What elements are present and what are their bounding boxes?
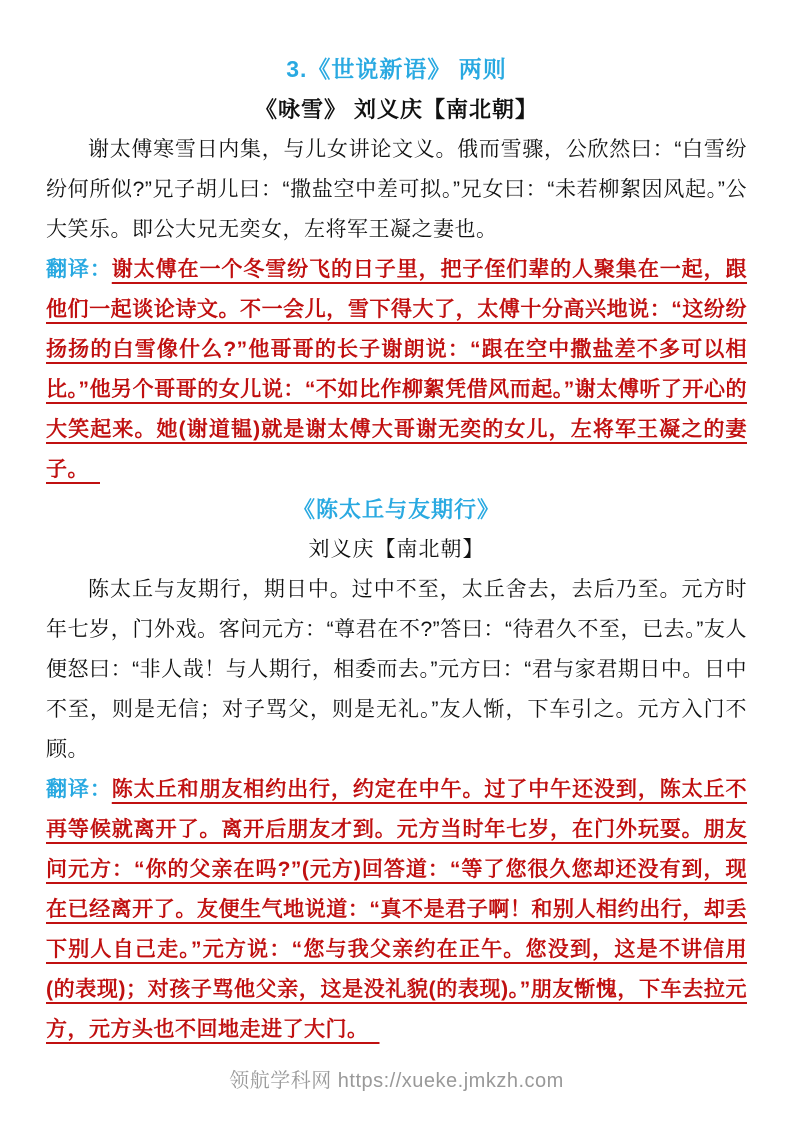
site-watermark: 领航学科网 https://xueke.jmkzh.com xyxy=(229,1070,564,1092)
yongxue-translation-label: 翻译： xyxy=(46,258,112,281)
page-title: 3.《世说新语》 两则 xyxy=(286,56,507,82)
chentaiqiu-original-text: 陈太丘与友期行，期日中。过中不至，太丘舍去，去后乃至。元方时年七岁，门外戏。客问元方：“尊君在不?”答曰：“待君久不至，已去。”友人便怒曰：“非人哉！与人期行，相委而去。”元方曰：“君与家君期日中。日中不至，则是无信；对子骂父，则是无礼。”友人惭，下车引之。元方入门不顾。 xyxy=(46,578,747,761)
chentaiqiu-author: 刘义庆【南北朝】 xyxy=(308,538,485,561)
chentaiqiu-translation-label: 翻译： xyxy=(46,778,112,801)
chentaiqiu-translation-text: 陈太丘和朋友相约出行，约定在中午。过了中午还没到，陈太丘不再等候就离开了。离开后朋友才到。元方当时年七岁，在门外玩耍。朋友问元方：“你的父亲在吗?”(元方)回答道：“等了您很久您却还没有到，现在已经离开了。友便生气地说道：“真不是君子啊！和别人相约出行，却丢下别人自己走。”元方说：“您与我父亲约在正午。您没到，这是不讲信用(的表现)；对孩子骂他父亲，这是没礼貌(的表现)。”朋友惭愧，下车去拉元方，元方头也不回地走进了大门。 xyxy=(46,778,748,1041)
chentaiqiu-translation-paragraph xyxy=(46,770,747,1050)
yongxue-original-text: 谢太傅寒雪日内集，与儿女讲论文义。俄而雪骤，公欣然曰：“白雪纷纷何所似?”兄子胡儿曰：“撒盐空中差可拟。”兄女曰：“未若柳絮因风起。”公大笑乐。即公大兄无奕女，左将军王凝之妻也。 xyxy=(46,138,747,241)
yongxue-translation-paragraph xyxy=(46,250,747,490)
chentaiqiu-heading: 《陈太丘与友期行》 xyxy=(292,497,500,522)
yongxue-translation-text: 谢太傅在一个冬雪纷飞的日子里，把子侄们辈的人聚集在一起，跟他们一起谈论诗文。不一会儿，雪下得大了，太傅十分高兴地说：“这纷纷扬扬的白雪像什么?”他哥哥的长子谢朗说：“跟在空中撒盐差不多可以相比。”他另个哥哥的女儿说：“不如比作柳絮凭借风而起。”谢太傅听了开心的大笑起来。她(谢道韫)就是谢太傅大哥谢无奕的女儿，左将军王凝之的妻子。 xyxy=(46,258,748,481)
yongxue-heading: 《咏雪》 刘义庆【南北朝】 xyxy=(254,97,539,122)
